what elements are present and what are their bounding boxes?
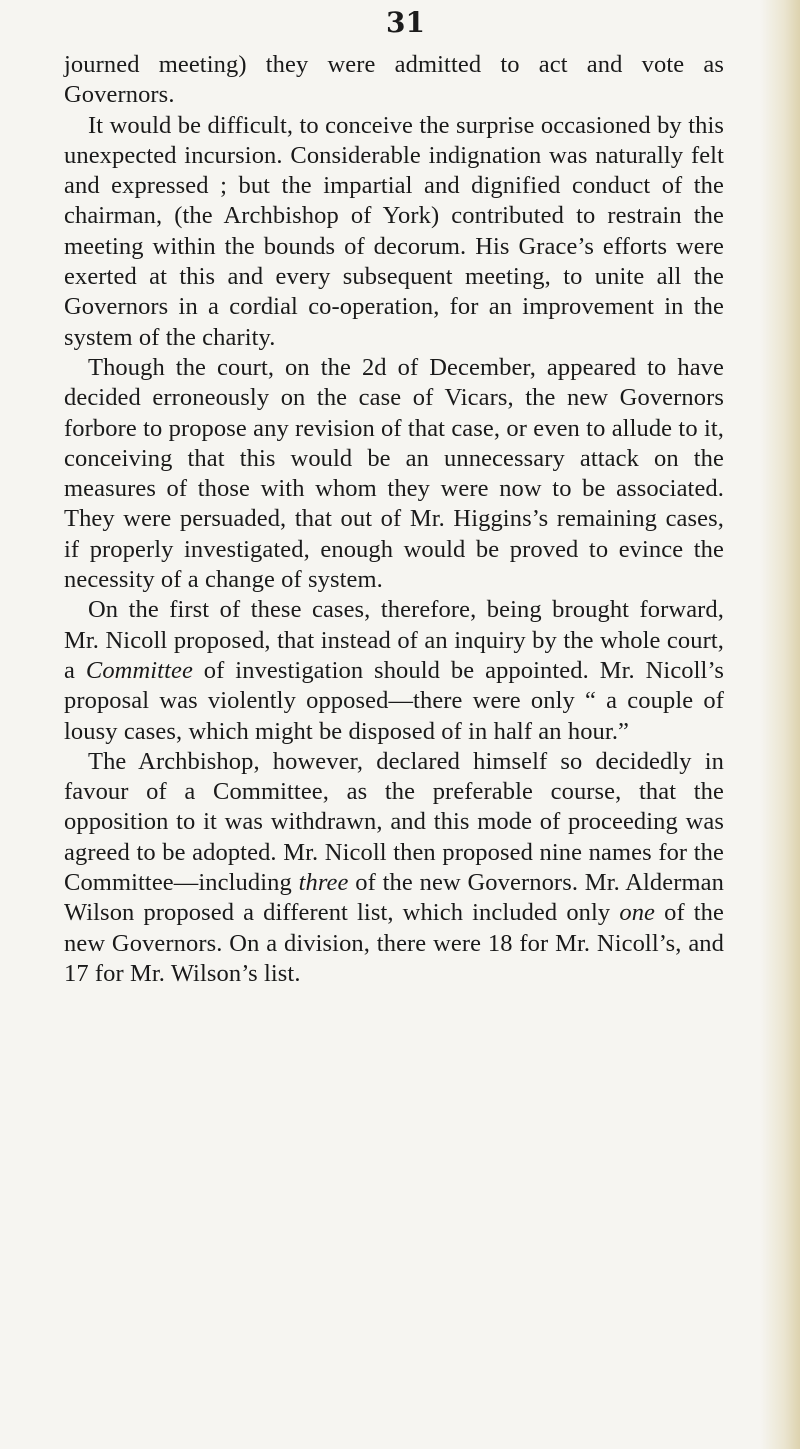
paragraph-4-italic-committee: Committee bbox=[85, 656, 193, 684]
paragraph-2 bbox=[64, 111, 724, 353]
paragraph-3 bbox=[64, 353, 724, 595]
paragraph-5-text-b: of the new Governors. Mr. Alderman Wilson proposed a different list, which included only bbox=[64, 869, 724, 927]
paragraph-5-text-c: of the new Governors. On a division, there were 18 for Mr. Nicoll’s, and 17 for Mr. Wilson’s list. bbox=[64, 899, 724, 987]
paragraph-1 bbox=[64, 50, 724, 111]
body-text bbox=[64, 50, 724, 989]
paragraph-5-italic-three: three bbox=[298, 869, 349, 897]
paragraph-4-text-b: of investigation should be appointed. Mr. Nicoll’s proposal was violently opposed—there were only “ a couple of lousy cases, which might be disposed of in half an hour.” bbox=[64, 656, 725, 745]
paragraph-4 bbox=[64, 595, 724, 746]
page-edge-shadow bbox=[760, 0, 800, 1449]
paragraph-1-text: journed meeting) they were admitted to act and vote as Governors. bbox=[64, 51, 724, 109]
paragraph-5-text-a: The Archbishop, however, declared himself so decidedly in favour of a Committee, as the preferable course, that the opposition to it was withdrawn, and this mode of proceeding was agreed to be adopted. Mr. Nicoll then proposed nine names for the Committee—including bbox=[64, 747, 724, 897]
paragraph-5-italic-one: one bbox=[619, 899, 656, 927]
paragraph-4-text-a: On the first of these cases, therefore, being brought forward, Mr. Nicoll proposed, that instead of an inquiry by the whole court, a bbox=[64, 596, 724, 684]
paragraph-5 bbox=[64, 747, 724, 989]
paragraph-3-text: Though the court, on the 2d of December, appeared to have decided erroneously on the case of Vicars, the new Governors forbore to propose any revision of that case, or even to allude to it, conceiving that this would be an unnecessary attack on the measures of those with whom they were now to be associated. They were persuaded, that out of Mr. Higgins’s remaining cases, if properly investigated, enough would be proved to evince the necessity of a change of system. bbox=[64, 353, 724, 594]
paragraph-2-text: It would be difficult, to conceive the surprise occasioned by this unexpected incursion. Considerable indignation was naturally felt and expressed ; but the impartial and dignified conduct of the chairman, (the Archbishop of York) contributed to restrain the meeting within the bounds of decorum. His Grace’s efforts were exerted at this and every subsequent meeting, to unite all the Governors in a cordial co-operation, for an improvement in the system of the charity. bbox=[64, 111, 724, 351]
page-number: 31 bbox=[386, 6, 425, 39]
